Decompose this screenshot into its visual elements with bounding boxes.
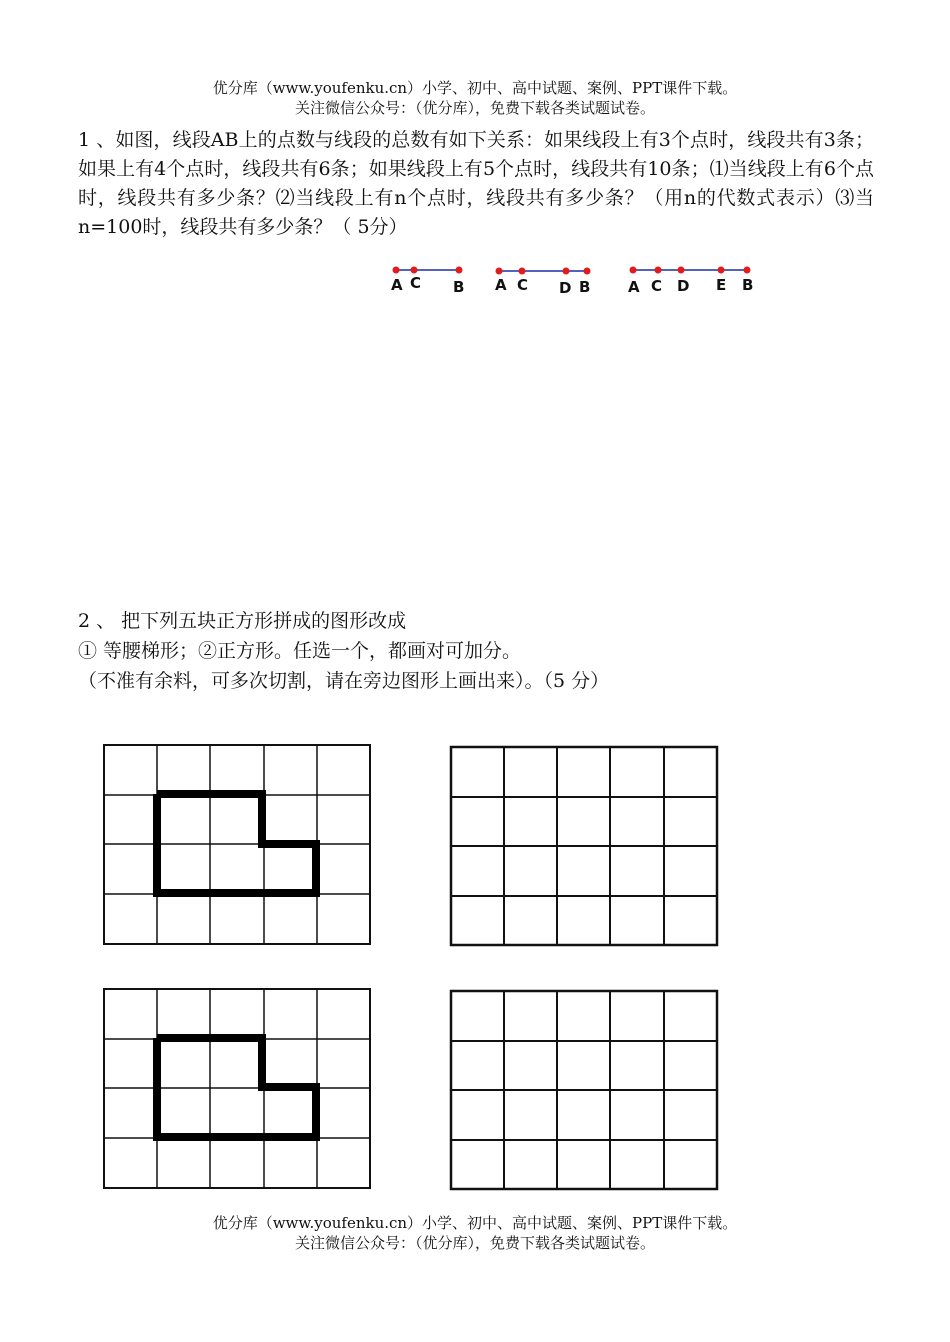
segment-point xyxy=(393,267,400,274)
point-label: C xyxy=(517,276,529,294)
point-label: C xyxy=(410,274,422,292)
segment-point xyxy=(563,268,570,275)
segment-point xyxy=(718,267,725,274)
header-line-1: 优分库（www.youfenku.cn）小学、初中、高中试题、案例、PPT课件下载。 xyxy=(212,79,738,97)
segment-point xyxy=(519,268,526,275)
footer-line-2: 关注微信公众号：（优分库），免费下载各类试题试卷。 xyxy=(294,1234,655,1252)
point-label: D xyxy=(559,279,572,297)
grid-bottom-left xyxy=(104,989,370,1188)
segment-figure-3 xyxy=(628,267,753,297)
segment-point xyxy=(411,267,418,274)
question-2 xyxy=(78,606,878,696)
segment-figure-2 xyxy=(495,268,591,298)
point-label: A xyxy=(628,278,640,296)
grid-top-right xyxy=(451,747,717,945)
question-2-line-2: ① 等腰梯形；②正方形。任选一个，都画对可加分。 xyxy=(78,640,522,662)
segment-point xyxy=(678,267,685,274)
segment-point xyxy=(655,267,662,274)
grid-top-left xyxy=(104,745,370,944)
point-label: D xyxy=(677,277,690,295)
segment-point xyxy=(744,267,751,274)
header-line-2: 关注微信公众号：（优分库），免费下载各类试题试卷。 xyxy=(294,99,655,117)
footer-line-1: 优分库（www.youfenku.cn）小学、初中、高中试题、案例、PPT课件下载。 xyxy=(212,1214,738,1232)
segment-point xyxy=(584,268,591,275)
segment-point xyxy=(496,268,503,275)
segment-figure-1 xyxy=(391,267,464,297)
segment-point xyxy=(456,267,463,274)
point-label: B xyxy=(579,278,591,296)
point-label: E xyxy=(716,276,727,294)
question-2-line-3: （不准有余料，可多次切割，请在旁边图形上画出来）。（5 分） xyxy=(78,670,610,692)
point-label: A xyxy=(495,276,507,294)
point-label: A xyxy=(391,276,403,294)
grid-bottom-right xyxy=(451,991,717,1189)
question-2-line-1: 2 、 把下列五块正方形拼成的图形改成 xyxy=(78,610,407,632)
point-label: C xyxy=(651,277,663,295)
page-footer xyxy=(0,1213,950,1253)
question-1-text: 1 、如图，线段AB上的点数与线段的总数有如下关系：如果线段上有3个点时，线段共有3条；如果上有4个点时，线段共有6条；如果线段上有5个点时，线段共有10条；⑴当线段上有6个点时，线段共有多少条？⑵当线段上有n个点时，线段共有多少条？（用n的代数式表示）⑶当n=100时，线段共有多少条？（ 5分） xyxy=(78,129,874,238)
point-label: B xyxy=(453,278,465,296)
segment-point xyxy=(630,267,637,274)
point-label: B xyxy=(742,276,754,294)
